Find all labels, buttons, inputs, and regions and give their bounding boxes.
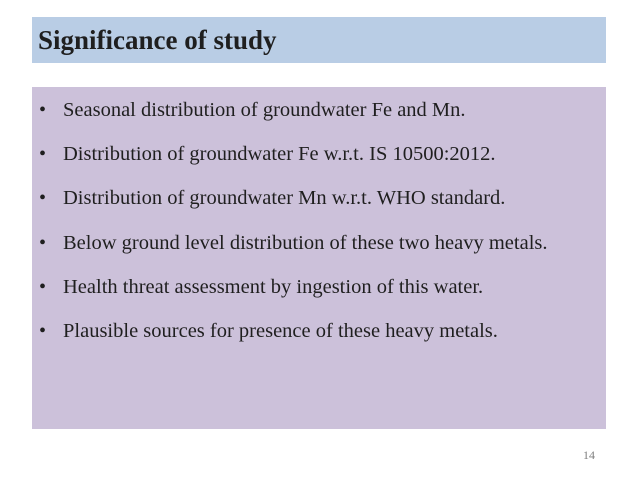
page-number: 14 [583,448,595,462]
slide-content-box [32,87,606,429]
bullet-item-mn-distribution [39,185,597,212]
bullet-item-plausible-sources [39,318,597,345]
slide-title-bar [32,17,606,63]
bullet-text: Distribution of groundwater Fe w.r.t. IS 10500:2012. [63,143,496,165]
bullet-item-health-threat [39,274,597,301]
bullet-dot-icon: • [39,99,47,121]
bullet-text: Health threat assessment by ingestion of this water. [63,276,484,298]
bullet-dot-icon: • [39,276,47,298]
bullet-item-below-ground-distribution [39,221,597,265]
bullet-text: Distribution of groundwater Mn w.r.t. WHO standard. [63,187,506,209]
slide-title: Significance of study [38,24,277,55]
bullet-text: Seasonal distribution of groundwater Fe and Mn. [63,99,466,121]
bullet-dot-icon: • [39,187,47,209]
bullet-dot-icon: • [39,232,47,254]
bullet-dot-icon: • [39,143,47,165]
bullet-text: Plausible sources for presence of these heavy metals. [63,320,498,342]
bullet-item-seasonal-distribution [39,97,597,124]
bullet-item-fe-distribution [39,141,597,168]
bullet-dot-icon: • [39,320,47,342]
bullet-list [39,97,597,345]
bullet-text: Below ground level distribution of these two heavy metals. [63,232,548,254]
